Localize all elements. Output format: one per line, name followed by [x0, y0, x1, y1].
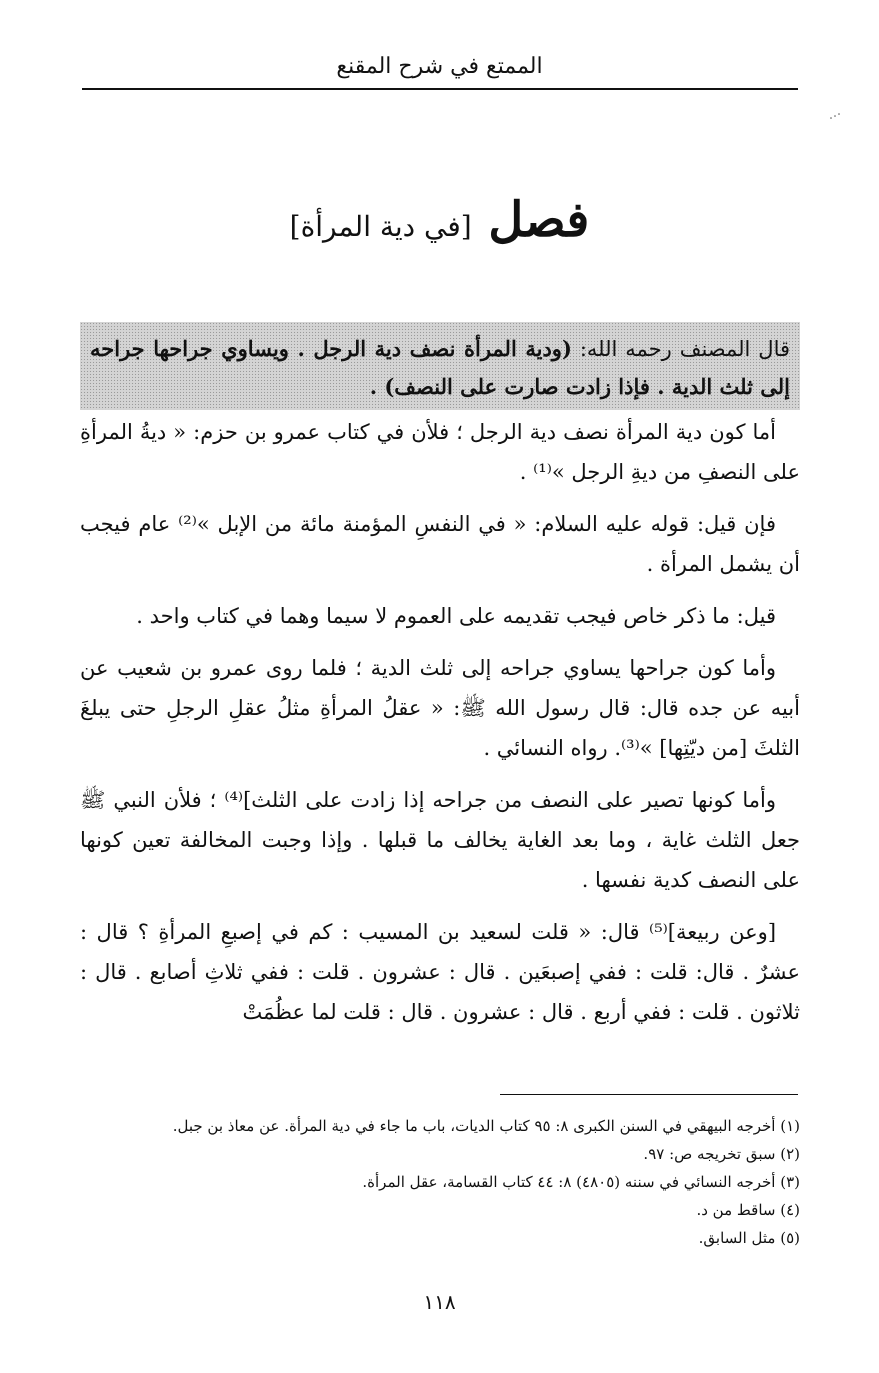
- page-number: ١١٨: [423, 1290, 456, 1314]
- paragraph: وأما كونها تصير على النصف من جراحه إذا زادت على الثلث]⁽⁴⁾ ؛ فلأن النبي ﷺ جعل الثلث غاية ، وما بعد الغاية يخالف ما قبلها . وإذا وجبت المخالفة تعين كونها على النصف كدية نفسها .: [80, 788, 800, 892]
- chapter-heading: [0, 192, 879, 250]
- matn-author-intro: قال المصنف رحمه الله:: [579, 337, 790, 361]
- footnote: (١) أخرجه البيهقي في السنن الكبرى ٨: ٩٥ كتاب الديات، باب ما جاء في دية المرأة. عن معاذ بن جبل.: [172, 1117, 800, 1135]
- paragraph: أما كون دية المرأة نصف دية الرجل ؛ فلأن في كتاب عمرو بن حزم: « ديةُ المرأةِ على النصفِ من ديةِ الرجل »⁽¹⁾ .: [80, 420, 800, 484]
- header-rule: [82, 88, 798, 90]
- footnote: (٥) مثل السابق.: [698, 1229, 800, 1247]
- paragraph: فإن قيل: قوله عليه السلام: « في النفسِ المؤمنة مائة من الإبل »⁽²⁾ عام فيجب أن يشمل المرأة .: [80, 512, 800, 576]
- footnote: (٤) ساقط من د.: [696, 1201, 800, 1219]
- matn-text: (ودية المرأة نصف دية الرجل . ويساوي جراحها جراحه إلى ثلث الدية . فإذا زادت صارت على النصف) .: [90, 336, 790, 399]
- footnote: (٢) سبق تخريجه ص: ٩٧.: [643, 1145, 800, 1163]
- paragraph: [وعن ربيعة]⁽⁵⁾ قال: « قلت لسعيد بن المسيب : كم في إصبعِ المرأةِ ؟ قال : عشرٌ . قال: قلت : ففي إصبعَين . قال : عشرون . قلت : ففي ثلاثِ أصابع . قال : ثلاثون . قلت : ففي أربع . قال : عشرون . قال : قلت لما عظُمَتْ: [80, 920, 800, 1024]
- page-speck: [828, 112, 842, 122]
- chapter-title-word: فصل: [488, 192, 590, 248]
- chapter-title-subject: [في دية المرأة]: [289, 210, 472, 243]
- paragraph: وأما كون جراحها يساوي جراحه إلى ثلث الدية ؛ فلما روى عمرو بن شعيب عن أبيه عن جده قال: قال رسول الله ﷺ: « عقلُ المرأةِ مثلُ عقلِ الرجلِ حتى يبلغَ الثلثَ [من ديّتِها] »⁽³⁾. رواه النسائي .: [80, 656, 800, 760]
- footnote: (٣) أخرجه النسائي في سننه (٤٨٠٥) ٨: ٤٤ كتاب القسامة، عقل المرأة.: [362, 1173, 800, 1191]
- footnote-rule: [500, 1094, 798, 1095]
- footnotes: [80, 1112, 800, 1252]
- paragraph: قيل: ما ذكر خاص فيجب تقديمه على العموم لا سيما وهما في كتاب واحد .: [136, 604, 776, 628]
- matn-quote-box: [80, 322, 800, 410]
- running-title: الممتع في شرح المقنع: [336, 54, 543, 79]
- commentary-body: [80, 412, 800, 1044]
